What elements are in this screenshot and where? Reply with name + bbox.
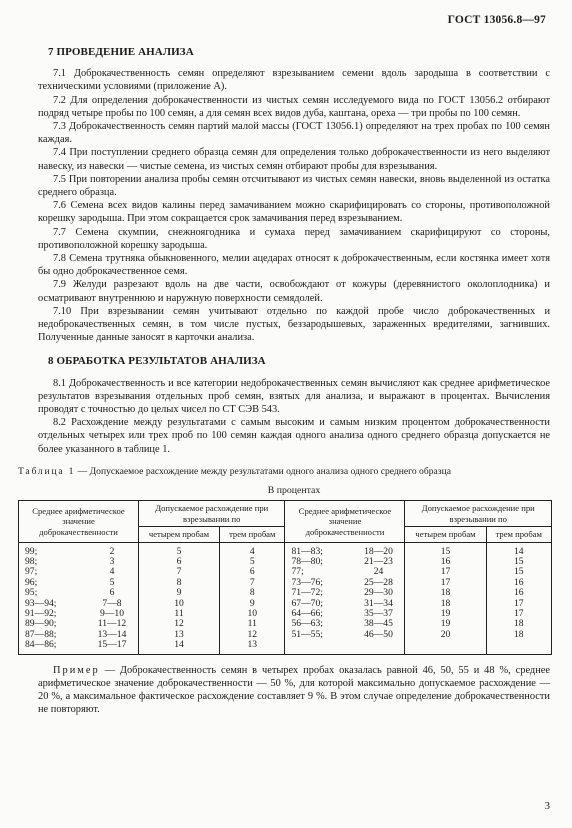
cell-avg-left-b: 3 — [86, 557, 139, 567]
table-caption — [18, 465, 550, 478]
section-7-title: 7 ПРОВЕДЕНИЕ АНАЛИЗА — [48, 46, 194, 58]
cell-four-left: 5 — [139, 542, 220, 557]
cell-three-left: 12 — [220, 630, 285, 640]
example-text: — Доброкачественность семян в четырех пробах оказалась равной 46, 50, 55 и 48 %, среднее арифметическое значение доброкачественности — 50 %, для которой максимально допускаемое расхождение — 20 %, а максимальное фактическое расхождение составляет 9 %. В этом случае определение доброкачественности не повторяют. — [38, 664, 550, 716]
cell-avg-left-b: 13—14 — [86, 630, 139, 640]
cell-avg-left-a: 93—94; — [19, 599, 87, 609]
cell-three-left: 9 — [220, 599, 285, 609]
cell-four-right: 16 — [405, 557, 486, 567]
cell-four-right: 19 — [405, 619, 486, 629]
cell-three-left: 6 — [220, 567, 285, 577]
cell-three-left: 8 — [220, 588, 285, 598]
cell-four-right: 15 — [405, 542, 486, 557]
page-body — [18, 46, 550, 716]
cell-avg-right-b — [352, 640, 405, 654]
table-row — [19, 588, 552, 598]
example-note — [38, 664, 550, 717]
cell-avg-left-a: 87—88; — [19, 630, 87, 640]
cell-four-left: 12 — [139, 619, 220, 629]
cell-avg-right-b: 35—37 — [352, 609, 405, 619]
paragraph-7-5: 7.5 При повторении анализа пробы семян отсчитывают из чистых семян навески, вновь выделенной из остатка среднего образца. — [38, 173, 550, 199]
cell-avg-right-b: 24 — [352, 567, 405, 577]
cell-avg-right-a: 56—63; — [285, 619, 353, 629]
header-allowed-right: Допускаемое расхождение при взрезывании по — [405, 501, 552, 527]
cell-four-left: 8 — [139, 578, 220, 588]
tolerance-table — [18, 500, 552, 654]
paragraph-8-2: 8.2 Расхождение между результатами с самым высоким и самым низким процентом доброкачественности отдельных четырех или трех проб по 100 семян каждая одного анализа одного среднего образца допускается не более указанного в таблице 1. — [38, 417, 550, 455]
cell-three-left: 5 — [220, 557, 285, 567]
cell-avg-left-b: 9—10 — [86, 609, 139, 619]
cell-three-left: 4 — [220, 542, 285, 557]
table-caption-label: Таблица 1 — [18, 465, 76, 477]
table-row — [19, 557, 552, 567]
header-four-samples-right: четырем пробам — [405, 527, 486, 542]
table-row — [19, 578, 552, 588]
paragraph-7-1: 7.1 Доброкачественность семян определяют взрезыванием семени вдоль зародыша в соответствии с техническими условиями (приложение А). — [38, 68, 550, 93]
document-code: ГОСТ 13056.8—97 — [447, 14, 546, 26]
section-7-body — [38, 67, 550, 344]
cell-avg-left-b: 6 — [86, 588, 139, 598]
cell-avg-left-a: 98; — [19, 557, 87, 567]
table-body — [19, 542, 552, 654]
paragraph-7-4: 7.4 При поступлении среднего образца семян для определения только доброкачественности из него выделяют навеску, из навески — чистые семена, из чистых семян отбирают пробы для взрезывания. — [38, 147, 550, 172]
cell-four-right: 19 — [405, 609, 486, 619]
paragraph-7-6: 7.6 Семена всех видов калины перед замачиванием можно скарифицировать со стороны, противоположной корешку зародыша. При этом сокращается срок замачивания перед взрезыванием. — [38, 200, 550, 225]
section-8-body — [38, 377, 550, 456]
section-8-title: 8 ОБРАБОТКА РЕЗУЛЬТАТОВ АНАЛИЗА — [48, 355, 266, 368]
table-row — [19, 542, 552, 557]
cell-avg-right-b: 21—23 — [352, 557, 405, 567]
cell-three-left: 7 — [220, 578, 285, 588]
cell-four-left: 9 — [139, 588, 220, 598]
cell-four-right: 18 — [405, 599, 486, 609]
page-number: 3 — [544, 800, 550, 812]
cell-four-right: 17 — [405, 567, 486, 577]
cell-four-left: 7 — [139, 567, 220, 577]
cell-three-right: 14 — [486, 542, 551, 557]
cell-avg-left-a: 84—86; — [19, 640, 87, 654]
example-label: Пример — [53, 664, 100, 676]
cell-four-right: 20 — [405, 630, 486, 640]
cell-three-right: 16 — [486, 578, 551, 588]
cell-three-right: 15 — [486, 557, 551, 567]
cell-avg-left-a: 91—92; — [19, 609, 87, 619]
header-three-samples-left: трем пробам — [220, 527, 285, 542]
cell-three-right — [486, 640, 551, 654]
cell-three-right: 17 — [486, 599, 551, 609]
cell-avg-left-a: 97; — [19, 567, 87, 577]
header-allowed-left: Допускаемое расхождение при взрезывании по — [139, 501, 285, 527]
cell-four-left: 6 — [139, 557, 220, 567]
cell-avg-left-a: 95; — [19, 588, 87, 598]
cell-avg-right-a: 71—72; — [285, 588, 353, 598]
cell-avg-left-a: 99; — [19, 542, 87, 557]
cell-avg-right-b: 38—45 — [352, 619, 405, 629]
cell-avg-right-b: 46—50 — [352, 630, 405, 640]
cell-four-left: 11 — [139, 609, 220, 619]
paragraph-7-8: 7.8 Семена трутняка обыкновенного, мелии ацедарах относят к доброкачественным, если костянка имеет хотя бы одно доброкачественное семя. — [38, 253, 550, 278]
cell-avg-right-a: 73—76; — [285, 578, 353, 588]
paragraph-7-7: 7.7 Семена скумпии, снежноягодника и сумаха перед замачиванием скарифицируют со стороны, противоположной корешку зародыша. — [38, 226, 550, 251]
header-average-left: Среднее арифметическое значение доброкачественности — [19, 501, 139, 542]
header-three-samples-right: трем пробам — [486, 527, 551, 542]
header-average-right: Среднее арифметическое значение доброкачественности — [285, 501, 405, 542]
cell-avg-right-b: 31—34 — [352, 599, 405, 609]
cell-four-left: 10 — [139, 599, 220, 609]
cell-four-left: 14 — [139, 640, 220, 654]
cell-avg-right-b: 18—20 — [352, 542, 405, 557]
table-row — [19, 599, 552, 609]
cell-avg-right-a — [285, 640, 353, 654]
cell-avg-right-a: 51—55; — [285, 630, 353, 640]
cell-avg-right-a: 64—66; — [285, 609, 353, 619]
cell-avg-right-a: 78—80; — [285, 557, 353, 567]
cell-avg-right-a: 77; — [285, 567, 353, 577]
cell-three-right: 18 — [486, 619, 551, 629]
cell-three-right: 17 — [486, 609, 551, 619]
header-four-samples-left: четырем пробам — [139, 527, 220, 542]
cell-avg-left-b: 5 — [86, 578, 139, 588]
cell-avg-right-b: 25—28 — [352, 578, 405, 588]
cell-avg-left-a: 89—90; — [19, 619, 87, 629]
paragraph-8-1: 8.1 Доброкачественность и все категории недоброкачественных семян вычисляют как среднее арифметическое результатов взрезывания отдельных проб семян, взятых для анализа, и выражают в процентах. Вычисления проводят с точностью до целых чисел по СТ СЭВ 543. — [38, 377, 550, 416]
cell-three-left: 11 — [220, 619, 285, 629]
paragraph-7-2: 7.2 Для определения доброкачественности из чистых семян исследуемого вида по ГОСТ 13056.2 отбирают подряд четыре пробы по 100 семян, а для семян всех видов дуба, каштана, ореха — три пробы по 100 семян. — [38, 94, 550, 119]
cell-avg-right-b: 29—30 — [352, 588, 405, 598]
cell-four-left: 13 — [139, 630, 220, 640]
cell-three-right: 16 — [486, 588, 551, 598]
table-row — [19, 567, 552, 577]
cell-avg-right-a: 67—70; — [285, 599, 353, 609]
cell-avg-left-b: 11—12 — [86, 619, 139, 629]
cell-three-left: 13 — [220, 640, 285, 654]
cell-avg-right-a: 81—83; — [285, 542, 353, 557]
paragraph-7-9: 7.9 Желуди разрезают вдоль на две части, освобождают от кожуры (деревянистого околоплодника) и осматривают внутреннюю и наружную поверхности семядолей. — [38, 279, 550, 304]
cell-avg-left-b: 2 — [86, 542, 139, 557]
table-caption-text: — Допускаемое расхождение между результатами одного анализа одного среднего образца — [75, 465, 451, 477]
cell-avg-left-a: 96; — [19, 578, 87, 588]
cell-avg-left-b: 15—17 — [86, 640, 139, 654]
cell-avg-left-b: 7—8 — [86, 599, 139, 609]
cell-four-right: 18 — [405, 588, 486, 598]
cell-four-right — [405, 640, 486, 654]
table-unit: В процентах — [267, 485, 321, 497]
cell-three-right: 15 — [486, 567, 551, 577]
table-row — [19, 640, 552, 654]
cell-three-right: 18 — [486, 630, 551, 640]
cell-three-left: 10 — [220, 609, 285, 619]
paragraph-7-10: 7.10 При взрезывании семян учитывают отдельно по каждой пробе число доброкачественных и недоброкачественных семян, в том числе пустых, беззародышевых, зараженных вредителями, загнивших. Полученные данные заносят в карточки анализа. — [38, 305, 550, 344]
paragraph-7-3: 7.3 Доброкачественность семян партий малой массы (ГОСТ 13056.1) определяют на трех пробах по 100 семян каждая. — [38, 121, 550, 146]
cell-four-right: 17 — [405, 578, 486, 588]
cell-avg-left-b: 4 — [86, 567, 139, 577]
